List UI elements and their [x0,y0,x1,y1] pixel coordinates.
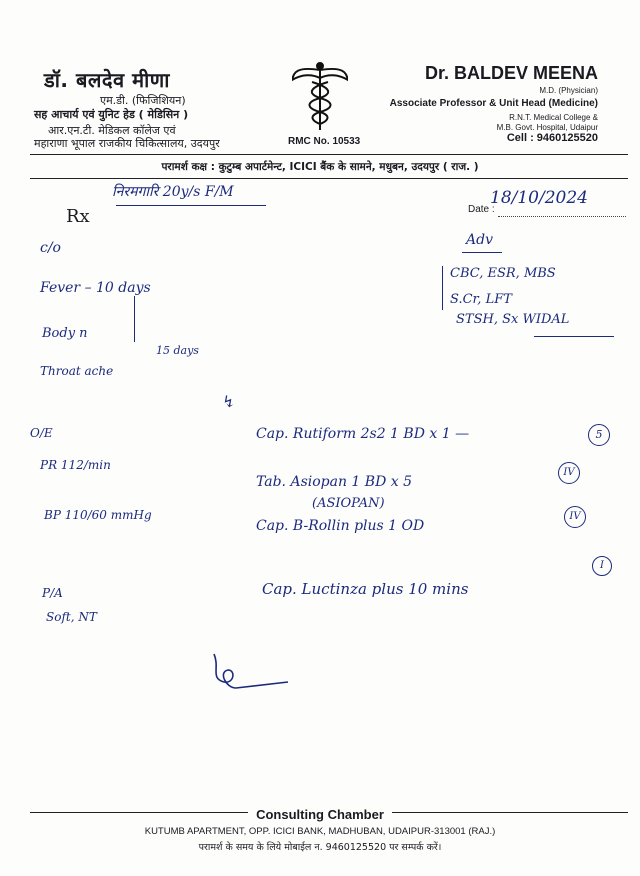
degree-english: M.D. (Physician) [539,86,598,95]
medicine-1: Cap. Rutiform 2s2 1 BD x 1 — [256,426,470,442]
advice-end-underline [534,336,614,337]
pulse-rate: PR 112/min [40,458,111,472]
patient-info: निरमगारि 20y/s F/M [112,184,234,200]
advice-bracket [442,266,443,310]
patient-underline [116,205,266,206]
advice-underline [462,252,502,253]
cell-number: Cell : 9460125520 [506,132,598,144]
college-hindi-1: आर.एन.टी. मेडिकल कॉलेज एवं [48,124,176,137]
complaint-heading: c/o [40,240,61,256]
arrow-mark: ↯ [222,392,236,411]
advice-heading: Adv [466,232,493,248]
college-hindi-2: महाराणा भूपाल राजकीय चिकित्सालय, उदयपुर [34,137,220,150]
complaint-fever: Fever – 10 days [40,280,151,296]
date-underline [498,216,626,217]
medicine-2: Tab. Asiopan 1 BD x 5 [256,474,413,490]
college-english-1: R.N.T. Medical College & [509,113,598,122]
doctor-signature-icon [206,648,296,698]
rmc-number: RMC No. 10533 [288,136,361,147]
advice-test-2: S.Cr, LFT [450,292,512,307]
college-english-2: M.B. Govt. Hospital, Udaipur [496,123,598,132]
blood-pressure: BP 110/60 mmHg [44,508,152,522]
complaint-throat: Throat ache [40,364,114,378]
consulting-chamber [0,804,640,823]
medicine-2-brand: (ASIOPAN) [312,496,385,511]
consulting-chamber-title: Consulting Chamber [248,807,392,822]
exam-heading: O/E [30,426,53,440]
complaint-body: Body n [42,326,88,341]
advice-test-1: CBC, ESR, MBS [450,266,556,281]
advice-test-3: STSH, Sx WIDAL [456,312,570,327]
header-divider-bottom [30,178,628,179]
abdomen-finding: Soft, NT [46,610,97,624]
medicine-3: Cap. B-Rollin plus 1 OD [256,518,425,534]
rx-symbol: Rx [66,206,90,227]
footer-address: KUTUMB APARTMENT, OPP. ICICI BANK, MADHUBAN, UDAIPUR-313001 (RAJ.) [144,826,496,837]
abdomen-heading: P/A [42,586,63,600]
position-english: Associate Professor & Unit Head (Medicine) [389,98,598,109]
complaint-duration: 15 days [156,344,199,357]
medicine-4: Cap. Luctinza plus 10 mins [262,580,469,598]
circle-count-2: IV [558,462,580,484]
header-divider-top [30,154,628,155]
circle-count-3: IV [564,506,586,528]
doctor-name-english: Dr. BALDEV MEENA [424,63,598,83]
caduceus-logo-icon [292,60,348,132]
footer-note: परामर्श के समय के लिये मोबाईल न. 9460125520 पर सम्पर्क करें। [198,842,442,853]
doctor-name-hindi: डॉ. बलदेव मीणा [44,68,170,92]
circle-count-1: 5 [588,424,610,446]
consulting-room-address: परामर्श कक्ष : कुटुम्ब अपार्टमेन्ट, ICICI बैंक के सामने, मधुबन, उदयपुर ( राज. ) [161,161,479,173]
position-hindi: सह आचार्य एवं युनिट हेड ( मेडिसिन ) [34,108,189,121]
date-label: Date : [468,204,495,215]
handwritten-date: 18/10/2024 [490,188,588,208]
degree-hindi: एम.डी. (फिजिशियन) [100,94,186,107]
circle-count-4: I [592,556,612,576]
complaint-bracket [134,296,135,342]
